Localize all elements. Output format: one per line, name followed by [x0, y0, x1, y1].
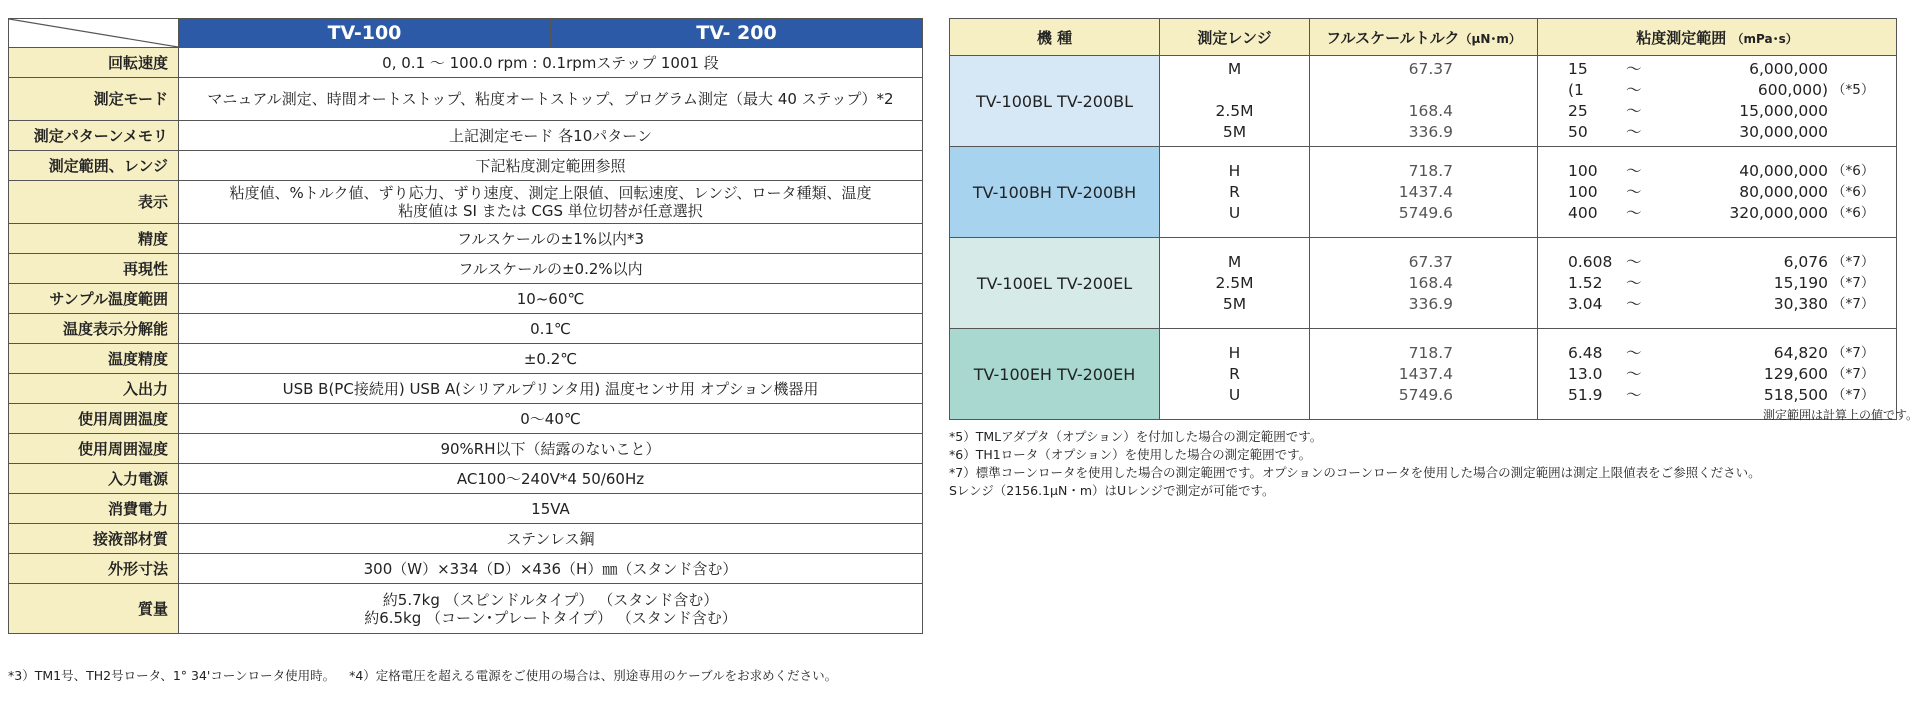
viscosity-note: （*7）	[1832, 344, 1875, 361]
spec-label: 質量	[9, 584, 179, 634]
viscosity-high: 6,076	[1783, 252, 1828, 271]
spec-footnotes	[8, 666, 847, 684]
spec-value: マニュアル測定、時間オートストップ、粘度オートストップ、プログラム測定（最大 40 ステップ）*2	[179, 78, 923, 121]
torque-value	[1310, 80, 1537, 101]
spec-label: 表示	[9, 181, 179, 224]
viscosity-high: 6,000,000	[1749, 60, 1828, 78]
spec-row	[9, 584, 923, 634]
viscosity-low: 15	[1568, 60, 1588, 78]
viscosity-table	[949, 18, 1897, 420]
viscosity-range-line	[1538, 294, 1896, 315]
torque-value: 5749.6	[1398, 203, 1453, 222]
tilde-separator: ～	[1626, 81, 1642, 99]
model-name: TV-100BL TV-200BL	[950, 56, 1160, 147]
viscosity-range-line	[1538, 80, 1896, 101]
viscosity-note: （*7）	[1832, 295, 1875, 312]
tilde-separator: ～	[1626, 252, 1642, 271]
spec-value-line: 約5.7kg （スピンドルタイプ） （スタンド含む）	[382, 590, 719, 609]
torque-value: 168.4	[1408, 273, 1453, 292]
range-value: 5M	[1222, 123, 1247, 141]
model-group-row	[950, 329, 1897, 420]
header-torque-unit: （μN･m）	[1459, 31, 1521, 46]
viscosity-high: 30,380	[1773, 294, 1828, 313]
spec-row	[9, 494, 923, 524]
spec-table-container	[8, 18, 922, 634]
range-cell	[1160, 238, 1310, 329]
spec-value: 10~60℃	[179, 284, 923, 314]
range-value: H	[1228, 343, 1241, 362]
spec-label: 入出力	[9, 374, 179, 404]
viscosity-high: 64,820	[1773, 343, 1828, 362]
viscosity-low: 25	[1568, 102, 1588, 120]
header-viscosity-label: 粘度測定範囲	[1636, 28, 1727, 47]
range-value: H	[1228, 161, 1241, 180]
range-value: U	[1228, 203, 1241, 222]
torque-value: 336.9	[1408, 294, 1453, 313]
spec-row	[9, 181, 923, 224]
spec-row	[9, 284, 923, 314]
spec-value: ステンレス鋼	[179, 524, 923, 554]
viscosity-note	[1828, 122, 1890, 143]
range-cell	[1160, 329, 1310, 420]
viscosity-high: 600,000)	[1757, 81, 1828, 99]
spec-table	[8, 18, 923, 634]
viscosity-note: （*6）	[1832, 183, 1875, 200]
viscosity-low: 100	[1568, 182, 1598, 201]
footnote: *3）TM1号、TH2号ロータ、1° 34'コーンロータ使用時。	[8, 668, 336, 683]
spec-row	[9, 344, 923, 374]
viscosity-range-line	[1538, 364, 1896, 385]
spec-label: 消費電力	[9, 494, 179, 524]
tilde-separator: ～	[1626, 102, 1642, 120]
torque-value: 67.37	[1408, 252, 1453, 271]
viscosity-note: （*5）	[1832, 82, 1875, 98]
tilde-separator: ～	[1626, 161, 1642, 180]
spec-row	[9, 524, 923, 554]
tilde-separator: ～	[1626, 294, 1642, 313]
spec-value-line: 粘度値は SI または CGS 単位切替が任意選択	[398, 202, 703, 220]
torque-value: 5749.6	[1398, 385, 1453, 404]
spec-value: 90%RH以下（結露のないこと）	[179, 434, 923, 464]
torque-cell	[1310, 147, 1538, 238]
viscosity-high: 80,000,000	[1739, 182, 1828, 201]
model-group-row	[950, 238, 1897, 329]
spec-row	[9, 554, 923, 584]
tilde-separator: ～	[1626, 343, 1642, 362]
footnote: Sレンジ（2156.1μN・m）はUレンジで測定が可能です。	[949, 483, 1275, 498]
viscosity-high: 15,190	[1773, 273, 1828, 292]
viscosity-note: （*7）	[1832, 365, 1875, 382]
spec-value: フルスケールの±0.2%以内	[179, 254, 923, 284]
footnote: *5）TMLアダプタ（オプション）を付加した場合の測定範囲です。	[949, 429, 1323, 444]
tilde-separator: ～	[1626, 182, 1642, 201]
viscosity-high: 30,000,000	[1739, 123, 1828, 141]
viscosity-note: （*6）	[1832, 162, 1875, 179]
spec-row	[9, 464, 923, 494]
spec-label: 測定範囲、レンジ	[9, 151, 179, 181]
viscosity-low: 3.04	[1568, 294, 1603, 313]
footnote: *6）TH1ロータ（オプション）を使用した場合の測定範囲です。	[949, 447, 1312, 462]
footnote: *7）標準コーンロータを使用した場合の測定範囲です。オプションのコーンロータを使用した場合の測定範囲は測定上限値表をご参照ください。	[949, 465, 1761, 480]
range-value: M	[1227, 252, 1242, 271]
spec-label: 使用周囲湿度	[9, 434, 179, 464]
torque-cell	[1310, 329, 1538, 420]
viscosity-cell	[1538, 238, 1897, 329]
header-viscosity-unit: （mPa･s）	[1731, 31, 1798, 46]
spec-label: 再現性	[9, 254, 179, 284]
viscosity-range-line	[1538, 161, 1896, 182]
viscosity-high: 518,500	[1763, 385, 1828, 404]
spec-value: フルスケールの±1%以内*3	[179, 224, 923, 254]
model-group-row	[950, 56, 1897, 147]
tilde-separator: ～	[1626, 60, 1642, 78]
viscosity-range-line	[1538, 203, 1896, 224]
footnote: *4）定格電圧を超える電源をご使用の場合は、別途専用のケーブルをお求めください。	[349, 668, 838, 683]
range-cell	[1160, 147, 1310, 238]
spec-value: 0.1℃	[179, 314, 923, 344]
range-note: 測定範囲は計算上の値です。	[1762, 408, 1918, 422]
header-torque-label: フルスケールトルク	[1326, 28, 1460, 47]
viscosity-range-line	[1538, 343, 1896, 364]
viscosity-table-body	[950, 56, 1897, 420]
spec-label: 測定モード	[9, 78, 179, 121]
spec-label: 温度精度	[9, 344, 179, 374]
viscosity-note: （*6）	[1832, 204, 1875, 221]
model-header-tv100: TV-100	[179, 19, 551, 48]
header-range: 測定レンジ	[1160, 19, 1310, 56]
tilde-separator: ～	[1626, 364, 1642, 383]
range-value: 2.5M	[1215, 273, 1254, 292]
spec-value: 300（W）×334（D）×436（H）㎜（スタンド含む）	[179, 554, 923, 584]
torque-cell	[1310, 238, 1538, 329]
torque-value: 718.7	[1408, 161, 1453, 180]
spec-value-line: 約6.5kg （コーン･プレートタイプ） （スタンド含む）	[364, 608, 737, 627]
tilde-separator: ～	[1626, 385, 1642, 404]
spec-value: 上記測定モード 各10パターン	[179, 121, 923, 151]
spec-label: 温度表示分解能	[9, 314, 179, 344]
spec-label: 測定パターンメモリ	[9, 121, 179, 151]
viscosity-low: 1.52	[1568, 273, 1603, 292]
torque-cell	[1310, 56, 1538, 147]
range-value: R	[1229, 182, 1240, 201]
range-value: 5M	[1222, 294, 1247, 313]
torque-value: 336.9	[1408, 123, 1453, 141]
viscosity-note: （*7）	[1832, 274, 1875, 291]
range-value: M	[1227, 60, 1242, 78]
spec-value: AC100～240V*4 50/60Hz	[179, 464, 923, 494]
tilde-separator: ～	[1626, 123, 1642, 141]
viscosity-low: 51.9	[1568, 385, 1603, 404]
spec-label: 精度	[9, 224, 179, 254]
model-name: TV-100EH TV-200EH	[950, 329, 1160, 420]
viscosity-low: 50	[1568, 123, 1588, 141]
range-value: R	[1229, 364, 1240, 383]
viscosity-low: 100	[1568, 161, 1598, 180]
model-name: TV-100EL TV-200EL	[950, 238, 1160, 329]
viscosity-cell	[1538, 56, 1897, 147]
range-cell	[1160, 56, 1310, 147]
range-value	[1160, 80, 1309, 101]
spec-row	[9, 404, 923, 434]
tilde-separator: ～	[1626, 273, 1642, 292]
viscosity-high: 40,000,000	[1739, 161, 1828, 180]
viscosity-range-line	[1538, 252, 1896, 273]
torque-value: 1437.4	[1398, 182, 1453, 201]
model-name: TV-100BH TV-200BH	[950, 147, 1160, 238]
viscosity-range-line	[1538, 122, 1896, 143]
tilde-separator: ～	[1626, 203, 1642, 222]
spec-value: ±0.2℃	[179, 344, 923, 374]
viscosity-note	[1828, 59, 1890, 80]
viscosity-note	[1828, 101, 1890, 122]
header-model: 機 種	[950, 19, 1160, 56]
header-torque	[1310, 19, 1538, 56]
spec-label: 回転速度	[9, 48, 179, 78]
corner-cell	[9, 19, 179, 48]
spec-label: 入力電源	[9, 464, 179, 494]
spec-value: 下記粘度測定範囲参照	[179, 151, 923, 181]
spec-value-multiline	[179, 181, 923, 224]
spec-row	[9, 374, 923, 404]
spec-value: 0, 0.1 ～ 100.0 rpm : 0.1rpmステップ 1001 段	[179, 48, 923, 78]
viscosity-low: 13.0	[1568, 364, 1603, 383]
viscosity-footnotes	[949, 428, 1761, 500]
viscosity-range-line	[1538, 101, 1896, 122]
range-value: 2.5M	[1215, 102, 1254, 120]
viscosity-low: (1	[1568, 81, 1584, 99]
spec-value: USB B(PC接続用) USB A(シリアルプリンタ用) 温度センサ用 オプション機器用	[179, 374, 923, 404]
viscosity-note: （*7）	[1832, 386, 1875, 403]
spec-value-line: 粘度値、%トルク値、ずり応力、ずり速度、測定上限値、回転速度、レンジ、ロータ種類、温度	[229, 184, 872, 202]
spec-row	[9, 434, 923, 464]
spec-row	[9, 78, 923, 121]
torque-value: 168.4	[1408, 102, 1453, 120]
torque-value: 67.37	[1408, 60, 1453, 78]
spec-value: 15VA	[179, 494, 923, 524]
spec-label: 接液部材質	[9, 524, 179, 554]
spec-row	[9, 121, 923, 151]
viscosity-range-line	[1538, 273, 1896, 294]
spec-row	[9, 48, 923, 78]
viscosity-range-line	[1538, 182, 1896, 203]
spec-row	[9, 224, 923, 254]
diagonal-line	[9, 19, 178, 47]
viscosity-high: 129,600	[1763, 364, 1828, 383]
model-group-row	[950, 147, 1897, 238]
viscosity-high: 320,000,000	[1729, 203, 1828, 222]
spec-row	[9, 314, 923, 344]
spec-label: 外形寸法	[9, 554, 179, 584]
viscosity-range-line	[1538, 59, 1896, 80]
viscosity-low: 6.48	[1568, 343, 1603, 362]
spec-value-multiline	[179, 584, 923, 634]
viscosity-cell	[1538, 147, 1897, 238]
spec-row	[9, 254, 923, 284]
model-header-tv200: TV- 200	[551, 19, 923, 48]
spec-row	[9, 151, 923, 181]
viscosity-table-container	[949, 18, 1896, 420]
header-viscosity	[1538, 19, 1897, 56]
viscosity-range-line	[1538, 385, 1896, 406]
viscosity-high: 15,000,000	[1739, 102, 1828, 120]
torque-value: 1437.4	[1398, 364, 1453, 383]
spec-label: 使用周囲温度	[9, 404, 179, 434]
range-value: U	[1228, 385, 1241, 404]
viscosity-note: （*7）	[1832, 253, 1875, 270]
viscosity-low: 400	[1568, 203, 1598, 222]
spec-value: 0～40℃	[179, 404, 923, 434]
torque-value: 718.7	[1408, 343, 1453, 362]
spec-label: サンプル温度範囲	[9, 284, 179, 314]
viscosity-low: 0.608	[1568, 252, 1613, 271]
